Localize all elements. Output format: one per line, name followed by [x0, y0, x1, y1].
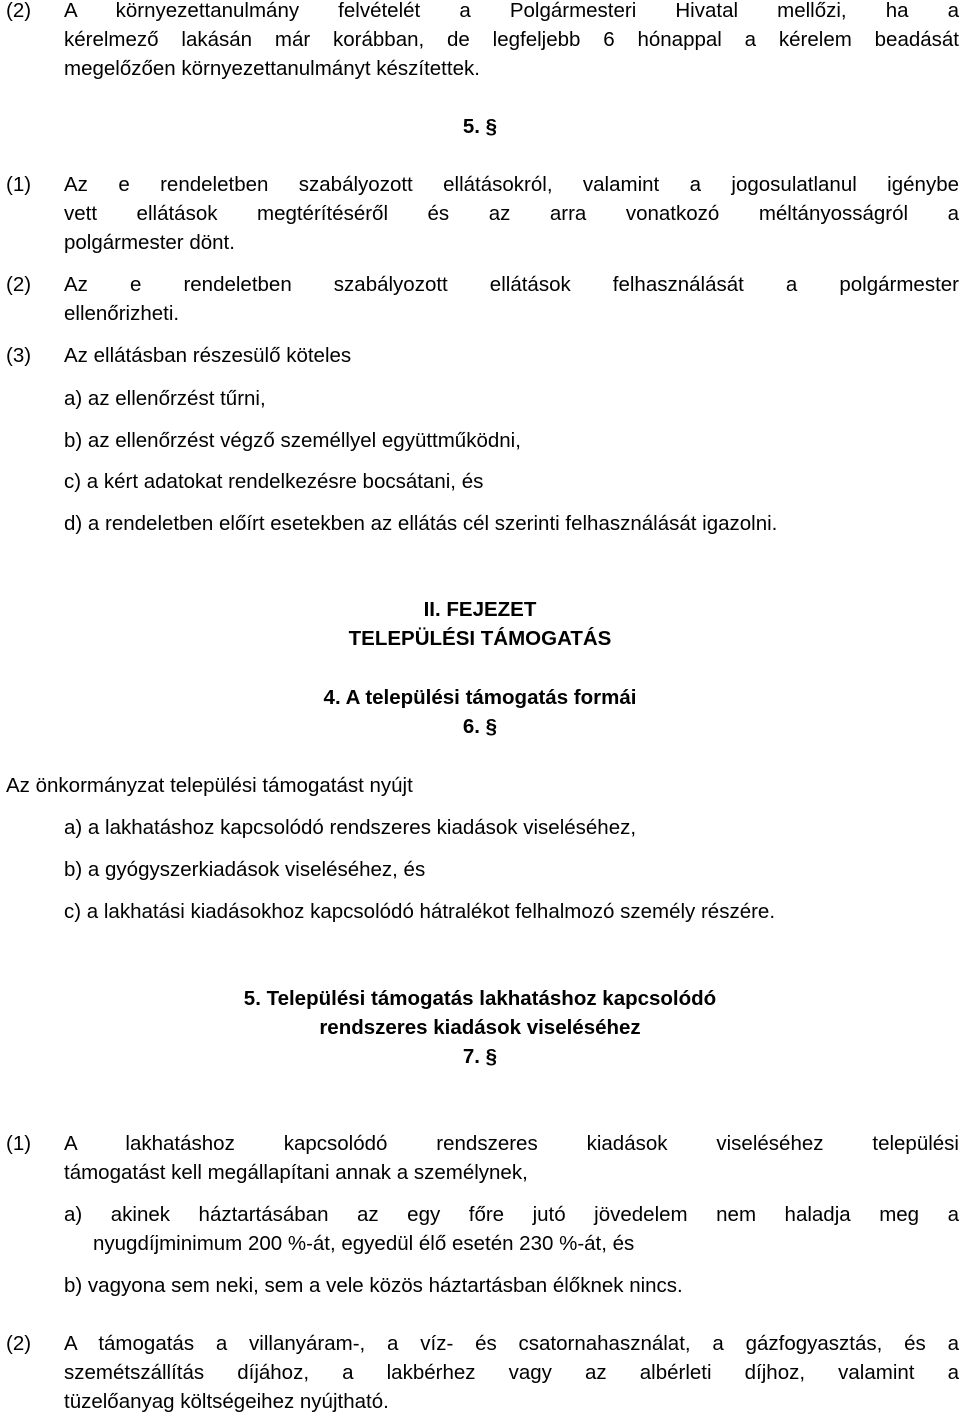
paragraph-line: tüzelőanyag költségeihez nyújtható.: [64, 1390, 389, 1413]
list-item: c) a lakhatási kiadásokhoz kapcsolódó hátralékot felhalmozó személy részére.: [64, 900, 776, 923]
list-item: d) a rendeletben előírt esetekben az ellátás cél szerinti felhasználását igazolni.: [64, 512, 778, 535]
paragraph-number: (2): [6, 273, 32, 296]
list-item: b) az ellenőrzést végző személlyel együttműködni,: [64, 429, 521, 452]
list-item-line: a) akinek háztartásában az egy főre jutó jövedelem nem haladja meg a: [64, 1203, 959, 1226]
paragraph-line: ellenőrizheti.: [64, 302, 180, 325]
paragraph-number: (2): [6, 1332, 32, 1355]
paragraph-intro: Az ellátásban részesülő köteles: [64, 344, 352, 367]
paragraph-line: Az e rendeletben szabályozott ellátásokról, valamint a jogosulatlanul igénybe: [64, 173, 959, 196]
section-6-heading: 6. §: [462, 715, 498, 738]
paragraph-number: (1): [6, 1132, 32, 1155]
paragraph-line: szemétszállítás díjához, a lakbérhez vagy az albérleti díjhoz, valamint a: [64, 1361, 959, 1384]
list-item: a) az ellenőrzést tűrni,: [64, 387, 266, 410]
section-intro: Az önkormányzat települési támogatást nyújt: [6, 774, 413, 797]
list-item: b) vagyona sem neki, sem a vele közös háztartásban élőknek nincs.: [64, 1274, 683, 1297]
paragraph-line: A környezettanulmány felvételét a Polgármesteri Hivatal mellőzi, ha a: [64, 0, 959, 22]
paragraph-number: (3): [6, 344, 32, 367]
list-item: a) a lakhatáshoz kapcsolódó rendszeres kiadások viseléséhez,: [64, 816, 637, 839]
paragraph-line: A lakhatáshoz kapcsolódó rendszeres kiadások viseléséhez települési: [64, 1132, 959, 1155]
list-item: c) a kért adatokat rendelkezésre bocsátani, és: [64, 470, 484, 493]
paragraph-line: vett ellátások megtérítéséről és az arra vonatkozó méltányosságról a: [64, 202, 959, 225]
subtitle-5-line-2: rendszeres kiadások viseléséhez: [319, 1016, 641, 1039]
section-5-heading: 5. §: [462, 115, 498, 138]
subtitle-5-line-1: 5. Települési támogatás lakhatáshoz kapcsolódó: [243, 987, 717, 1010]
chapter-title: TELEPÜLÉSI TÁMOGATÁS: [348, 627, 612, 650]
list-item-line: nyugdíjminimum 200 %-át, egyedül élő esetén 230 %-át, és: [93, 1232, 635, 1255]
paragraph-number: (1): [6, 173, 32, 196]
paragraph-line: kérelmező lakásán már korábban, de legfeljebb 6 hónappal a kérelem beadását: [64, 28, 959, 51]
paragraph-line: megelőzően környezettanulmányt készítettek.: [64, 57, 480, 80]
paragraph-line: Az e rendeletben szabályozott ellátások felhasználását a polgármester: [64, 273, 959, 296]
paragraph-number: (2): [6, 0, 32, 22]
paragraph-line: támogatást kell megállapítani annak a személynek,: [64, 1161, 528, 1184]
paragraph-line: A támogatás a villanyáram-, a víz- és csatornahasználat, a gázfogyasztás, és a: [64, 1332, 959, 1355]
list-item: b) a gyógyszerkiadások viseléséhez, és: [64, 858, 426, 881]
chapter-number: II. FEJEZET: [423, 598, 537, 621]
paragraph-line: polgármester dönt.: [64, 231, 235, 254]
section-7-heading: 7. §: [462, 1045, 498, 1068]
subtitle-4: 4. A települési támogatás formái: [323, 686, 637, 709]
